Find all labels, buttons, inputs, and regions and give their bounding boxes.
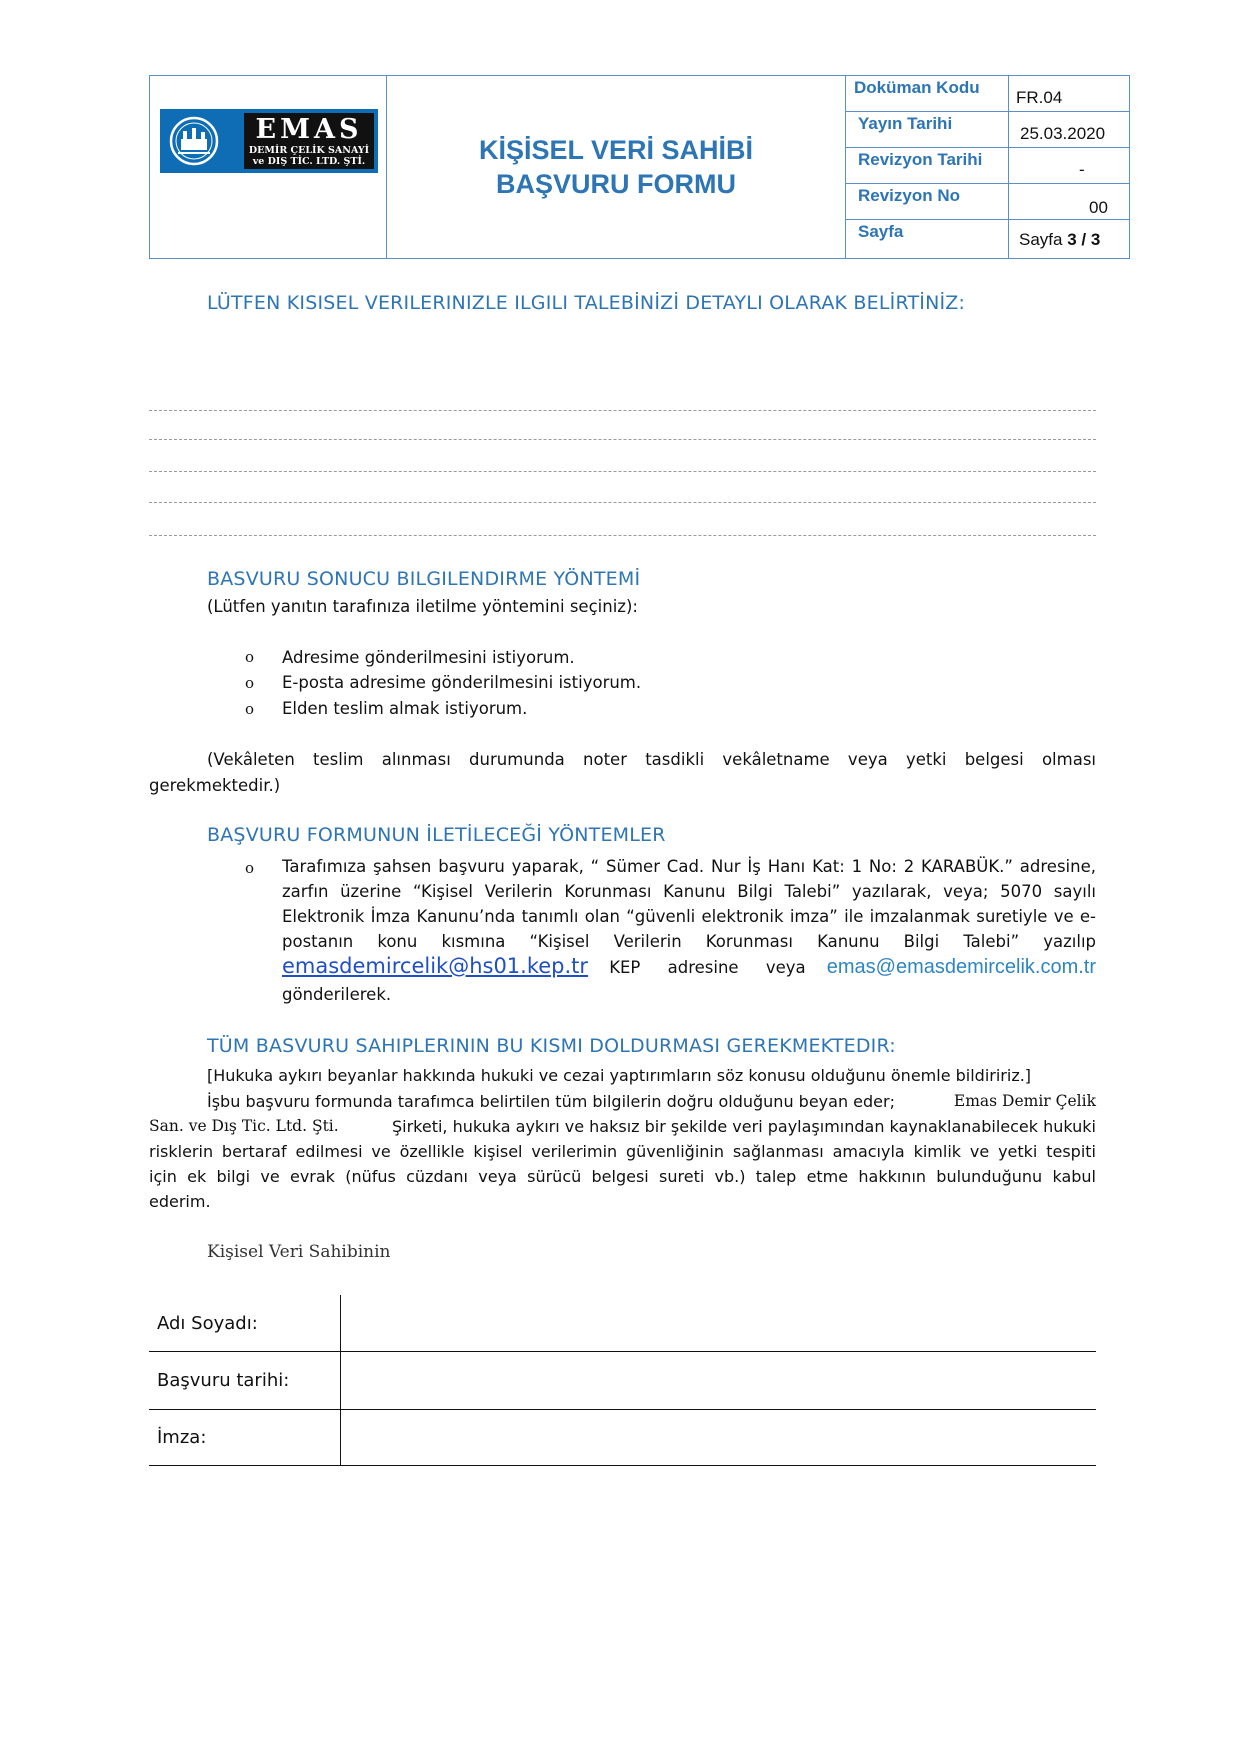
- section-heading-notification-method: BASVURU SONUCU BILGILENDIRME YÖNTEMİ: [207, 568, 641, 590]
- table-divider: [340, 1295, 341, 1465]
- option-radio-in-person[interactable]: o: [245, 700, 255, 718]
- company-name-serif: San. ve Dış Tic. Ltd. Şti.: [149, 1117, 339, 1135]
- bullet-marker: o: [245, 859, 255, 877]
- signature-field[interactable]: [342, 1411, 1096, 1464]
- logo-name: EMAS: [255, 114, 363, 145]
- field-label-date: Başvuru tarihi:: [157, 1370, 290, 1391]
- option-label-in-person: Elden teslim almak istiyorum.: [282, 699, 528, 718]
- signature-caption: Kişisel Veri Sahibinin: [207, 1242, 391, 1262]
- meta-value: 00: [1089, 198, 1108, 217]
- submission-line-1: Tarafımıza şahsen başvuru yaparak, “ Sümer Cad. Nur İş Hanı Kat: 1 No: 2 KARABÜK.” adresine,: [282, 857, 1096, 876]
- meta-row-page: [846, 220, 1129, 258]
- kep-text: KEP adresine veya: [609, 958, 806, 977]
- document-header: [149, 75, 1130, 259]
- field-label-name: Adı Soyadı:: [157, 1313, 258, 1334]
- submission-line-5: [282, 954, 1096, 979]
- form-title-line-1: KİŞİSEL VERİ SAHİBİ: [478, 135, 754, 165]
- meta-value: FR.04: [1016, 88, 1063, 107]
- meta-row-revision-date: [846, 148, 1129, 184]
- kep-email-link[interactable]: emasdemircelik@hs01.kep.tr: [282, 954, 589, 978]
- page-number: 3 / 3: [1067, 230, 1101, 249]
- answer-line[interactable]: [149, 502, 1096, 503]
- meta-value: -: [1079, 160, 1085, 179]
- name-field[interactable]: [342, 1295, 1096, 1350]
- company-email-link[interactable]: emas@emasdemircelik.com.tr: [826, 956, 1096, 978]
- proxy-note-line-2: gerekmektedir.): [149, 776, 281, 795]
- proxy-note-line-1: (Vekâleten teslim alınması durumunda noter tasdikli vekâletname veya yetki belgesi olması: [207, 750, 1096, 769]
- factory-emblem-icon: [168, 115, 220, 167]
- date-field[interactable]: [342, 1353, 1096, 1408]
- table-rule: [149, 1465, 1096, 1466]
- logo-wordmark: [244, 113, 374, 169]
- option-label-address: Adresime gönderilmesini istiyorum.: [282, 648, 575, 667]
- answer-line[interactable]: [149, 471, 1096, 472]
- declaration-line-6: ederim.: [149, 1192, 211, 1211]
- meta-label: Yayın Tarihi: [846, 112, 1009, 147]
- form-title-line-2: BAŞVURU FORMU: [496, 169, 736, 199]
- document-meta-table: [846, 76, 1129, 258]
- company-name-serif: Emas Demir Çelik: [953, 1092, 1096, 1110]
- option-radio-address[interactable]: o: [245, 648, 255, 666]
- legal-warning: [Hukuka aykırı beyanlar hakkında hukuki ve cezai yaptırımların söz konusu olduğunu önemle bildiririz.]: [207, 1066, 1032, 1085]
- option-label-email: E-posta adresime gönderilmesini istiyorum.: [282, 673, 642, 692]
- meta-label: Sayfa: [846, 220, 1009, 258]
- meta-row-revision-no: [846, 184, 1129, 220]
- field-label-signature: İmza:: [157, 1427, 207, 1448]
- submission-line-4: postanın konu kısmına “Kişisel Verilerin Korunması Kanunu Bilgi Talebi” yazılıp: [282, 932, 1096, 951]
- declaration-line-3: [149, 1117, 1096, 1136]
- meta-value: [1009, 220, 1139, 268]
- meta-label: Revizyon Tarihi: [846, 148, 1009, 183]
- declaration-line-5: için ek bilgi ve evrak (nüfus cüzdanı veya sürücü belgesi sureti vb.) talep etme hakkının bulunduğunu kabul: [149, 1167, 1096, 1186]
- answer-line[interactable]: [149, 410, 1096, 411]
- meta-row-publish-date: [846, 112, 1129, 148]
- meta-value: 25.03.2020: [1020, 124, 1106, 143]
- logo-cell: [150, 76, 387, 258]
- declaration-text: İşbu başvuru formunda tarafımca belirtilen tüm bilgilerin doğru olduğunu beyan eder;: [207, 1092, 895, 1111]
- table-rule: [149, 1351, 1096, 1352]
- notification-instruction: (Lütfen yanıtın tarafınıza iletilme yöntemini seçiniz):: [207, 597, 638, 616]
- declaration-text: Şirketi, hukuka aykırı ve haksız bir şekilde veri paylaşımından kaynaklanabilecek hukuki: [391, 1117, 1096, 1136]
- meta-label: Revizyon No: [846, 184, 1009, 219]
- submission-line-6: gönderilerek.: [282, 985, 392, 1004]
- signature-table: [149, 1295, 1096, 1465]
- meta-label: Doküman Kodu: [846, 76, 1009, 111]
- answer-line[interactable]: [149, 535, 1096, 536]
- company-logo: [160, 109, 378, 173]
- answer-line[interactable]: [149, 439, 1096, 440]
- section-heading-applicant-declaration: TÜM BASVURU SAHIPLERININ BU KISMI DOLDURMASI GEREKMEKTEDIR:: [207, 1035, 896, 1057]
- declaration-line-2: [207, 1092, 1096, 1111]
- declaration-line-4: risklerin bertaraf edilmesi ve özellikle kişisel verilerimin güvenliğinin sağlanması amacıyla kimlik ve yetki tespiti: [149, 1142, 1096, 1161]
- meta-row-doc-code: [846, 76, 1129, 112]
- page-prefix: Sayfa: [1019, 230, 1068, 249]
- submission-line-3: Elektronik İmza Kanunu’nda tanımlı olan “güvenli elektronik imza” ile imzalanmak suretiyle ve e-: [282, 907, 1096, 926]
- title-cell: [387, 76, 846, 258]
- section-heading-request-details: LÜTFEN KISISEL VERILERINIZLE ILGILI TALEBİNİZİ DETAYLI OLARAK BELİRTİNİZ:: [207, 292, 966, 314]
- logo-subtitle-1: DEMİR ÇELİK SANAYİ: [248, 145, 370, 156]
- table-rule: [149, 1409, 1096, 1410]
- submission-line-2: zarfın üzerine “Kişisel Verilerin Korunması Kanunu Bilgi Talebi” yazılarak, veya; 5070 sayılı: [282, 882, 1096, 901]
- section-heading-submission-methods: BAŞVURU FORMUNUN İLETİLECEĞİ YÖNTEMLER: [207, 824, 666, 846]
- logo-subtitle-2: ve DIŞ TİC. LTD. ŞTİ.: [252, 156, 366, 167]
- option-radio-email[interactable]: o: [245, 674, 255, 692]
